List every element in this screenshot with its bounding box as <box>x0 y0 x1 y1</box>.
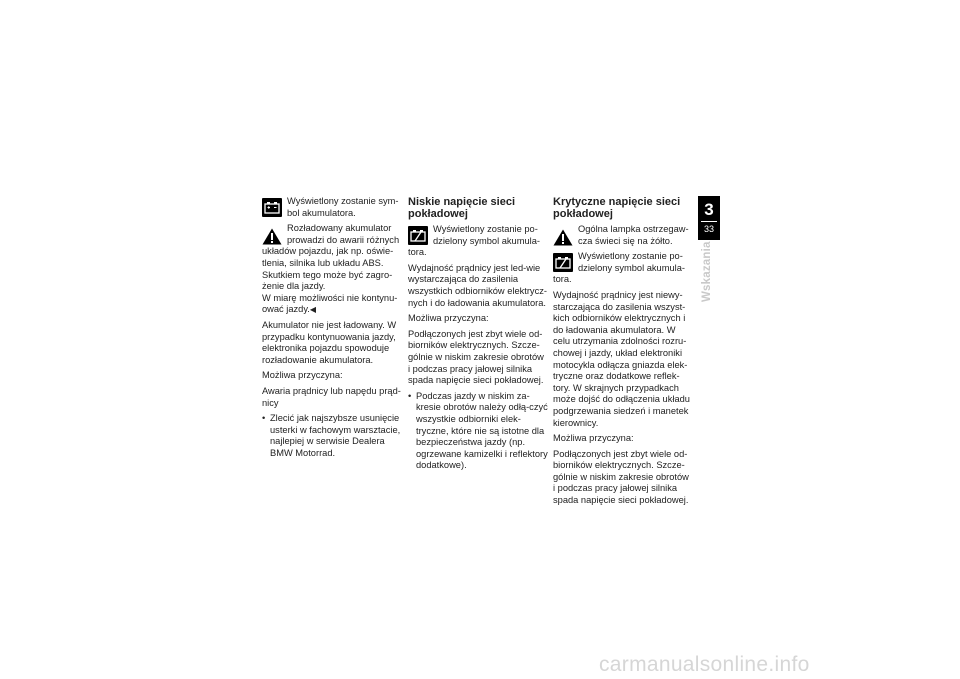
tab-divider <box>701 221 717 222</box>
possible-cause-label: Możliwa przyczyna: <box>408 313 489 324</box>
possible-cause-label: Możliwa przyczyna: <box>553 433 634 444</box>
bullet-list <box>408 391 548 472</box>
bullet-item: • Podczas jazdy w niskim za-kresie obrotów należy odłą-czyć wszystkie odbiorniki elek-tryczne, które nie są istotne dla bezpieczeństwa jazdy (np. ogrzewane kamizelki i reflektory dodatkowe). <box>408 391 548 472</box>
bullet-list <box>262 413 402 459</box>
column-1 <box>262 196 402 459</box>
possible-cause-label: Możliwa przyczyna: <box>262 370 343 381</box>
bullet-item: • Zlecić jak najszybsze usunięcie usterki w fachowym warsztacie, najlepiej w serwisie Dealera BMW Motorrad. <box>262 413 402 459</box>
warning-text: Rozładowany akumulator prowadzi do awarii różnych układów pojazdu, jak np. oświe-tlenia, silnika lub układu ABS. Skutkiem tego może być zagro-żenie dla jazdy. <box>262 223 400 292</box>
chapter-number: 3 <box>704 200 714 219</box>
battery-symbol-text: Wyświetlony zostanie sym-bol akumulatora. <box>287 196 399 218</box>
paragraph: Akumulator nie jest ładowany. W przypadku kontynuowania jazdy, elektronika pojazdu spowoduje rozładowanie akumulatora. <box>262 319 397 365</box>
section-heading: Krytyczne napięcie sieci pokładowej <box>553 196 681 220</box>
paragraph: Wydajność prądnicy jest niewy-starczająca do zasilenia wszyst-kich odbiorników elektrycznych i do ładowania akumulatora. W celu utrzymania zdolności rozru-chowej i jazdy, układ elektroniki motocykla odłącza gniazda elek-tryczne oraz dodatkowe reflek-tory. W skrajnych przypadkach może dojść do odłączenia układu podgrzewania siedzeń i manetek kierownicy. <box>553 289 690 428</box>
side-section-label: Wskazania <box>701 241 713 302</box>
chapter-tab <box>698 196 720 240</box>
battery-symbol-note <box>262 196 402 219</box>
page-number: 33 <box>703 224 714 234</box>
paragraph: Awaria prądnicy lub napędu prąd-nicy <box>262 385 401 408</box>
column-2 <box>408 196 548 472</box>
warning-triangle-icon <box>553 229 573 246</box>
battery-icon <box>262 198 282 217</box>
battery-split-text: Wyświetlony zostanie po-dzielony symbol akumula-tora. <box>553 251 685 285</box>
warning-text: Ogólna lampka ostrzegaw-cza świeci się na żółto. <box>578 224 689 246</box>
battery-split-icon <box>553 253 573 272</box>
battery-split-note <box>408 224 548 259</box>
warning-block <box>262 223 402 316</box>
paragraph: Podłączonych jest zbyt wiele od-biorników elektrycznych. Szcze-gólnie w niskim zakresie obrotów i podczas pracy jałowej silnika spada napięcie sieci pokładowej. <box>553 448 689 506</box>
column-3 <box>553 196 693 511</box>
warning-text-2: W miarę możliwości nie kontynu-ować jazdy. <box>262 292 398 315</box>
battery-split-text: Wyświetlony zostanie po-dzielony symbol akumula-tora. <box>408 224 540 258</box>
paragraph: Podłączonych jest zbyt wiele od-biorników elektrycznych. Szcze-gólnie w niskim zakresie obrotów i podczas pracy jałowej silnika spada napięcie sieci pokładowej. <box>408 328 544 386</box>
watermark: carmanualsonline.info <box>599 653 810 676</box>
battery-split-icon <box>408 226 428 245</box>
warning-block <box>553 224 693 247</box>
warning-triangle-icon <box>262 228 282 245</box>
battery-split-note <box>553 251 693 286</box>
end-mark-icon: ◀ <box>309 305 317 315</box>
section-heading: Niskie napięcie sieci pokładowej <box>408 196 516 220</box>
paragraph: Wydajność prądnicy jest led-wie wystarczająca do zasilenia wszystkich odbiorników elektrycz-nych i do ładowania akumulatora. <box>408 262 547 308</box>
